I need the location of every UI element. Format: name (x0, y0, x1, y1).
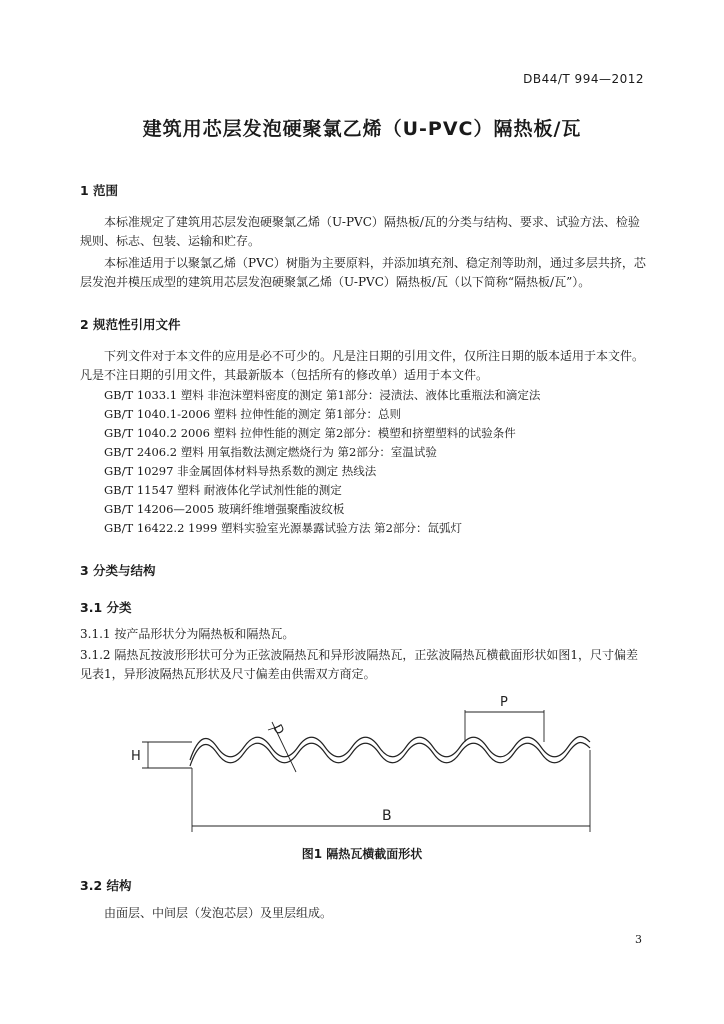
clause-3-1-1: 3.1.1 按产品形状分为隔热板和隔热瓦。 (80, 627, 295, 641)
page-number: 3 (635, 933, 642, 946)
reference-item: GB/T 1040.1-2006 塑料 拉伸性能的测定 第1部分：总则 (104, 407, 402, 421)
dimension-label-b: B (382, 808, 392, 824)
section-1-paragraph-1: 本标准规定了建筑用芯层发泡硬聚氯乙烯（U-PVC）隔热板/瓦的分类与结构、要求、试验方法、检验规则、标志、包装、运输和贮存。 (80, 215, 640, 248)
section-3-1-heading: 3.1 分类 (80, 600, 132, 615)
wave-lower-line (190, 743, 590, 766)
reference-item: GB/T 11547 塑料 耐液体化学试剂性能的测定 (104, 483, 342, 497)
section-3-2-heading: 3.2 结构 (80, 878, 132, 893)
cross-section-figure (120, 690, 610, 835)
document-number: DB44/T 994—2012 (523, 72, 644, 86)
figure-caption: 图1 隔热瓦横截面形状 (301, 847, 423, 861)
section-2-heading: 2 规范性引用文件 (80, 317, 181, 332)
reference-item: GB/T 16422.2 1999 塑料实验室光源暴露试验方法 第2部分：氙弧灯 (104, 521, 462, 535)
clause-3-1-2: 3.1.2 隔热瓦按波形形状可分为正弦波隔热瓦和异形波隔热瓦，正弦波隔热瓦横截面形状如图1，尺寸偏差见表1，异形波隔热瓦形状及尺寸偏差由供需双方商定。 (80, 648, 638, 681)
reference-item: GB/T 1040.2 2006 塑料 拉伸性能的测定 第2部分：模塑和挤塑塑料的试验条件 (104, 426, 516, 440)
section-1-heading: 1 范围 (80, 183, 119, 198)
reference-item: GB/T 10297 非金属固体材料导热系数的测定 热线法 (104, 464, 377, 478)
dimension-label-d: D (270, 721, 288, 737)
section-2-intro: 下列文件对于本文件的应用是必不可少的。凡是注日期的引用文件，仅所注日期的版本适用于本文件。凡是不注日期的引用文件，其最新版本（包括所有的修改单）适用于本文件。 (80, 349, 645, 382)
reference-item: GB/T 1033.1 塑料 非泡沫塑料密度的测定 第1部分：浸渍法、液体比重瓶法和滴定法 (104, 388, 541, 402)
reference-item: GB/T 2406.2 塑料 用氧指数法测定燃烧行为 第2部分：室温试验 (104, 445, 437, 459)
dimension-label-h: H (131, 749, 141, 764)
section-1-paragraph-2: 本标准适用于以聚氯乙烯（PVC）树脂为主要原料，并添加填充剂、稳定剂等助剂，通过多层共挤，芯层发泡并模压成型的建筑用芯层发泡硬聚氯乙烯（U-PVC）隔热板/瓦（以下简称“隔热板/瓦”）。 (80, 256, 646, 289)
reference-list (104, 386, 540, 538)
section-3-heading: 3 分类与结构 (80, 563, 156, 578)
reference-item: GB/T 14206—2005 玻璃纤维增强聚酯波纹板 (104, 502, 345, 516)
dimension-label-p: P (500, 695, 508, 710)
section-3-2-text: 由面层、中间层（发泡芯层）及里层组成。 (104, 906, 333, 920)
document-title: 建筑用芯层发泡硬聚氯乙烯（U-PVC）隔热板/瓦 (142, 118, 582, 140)
wave-upper-line (190, 737, 590, 760)
